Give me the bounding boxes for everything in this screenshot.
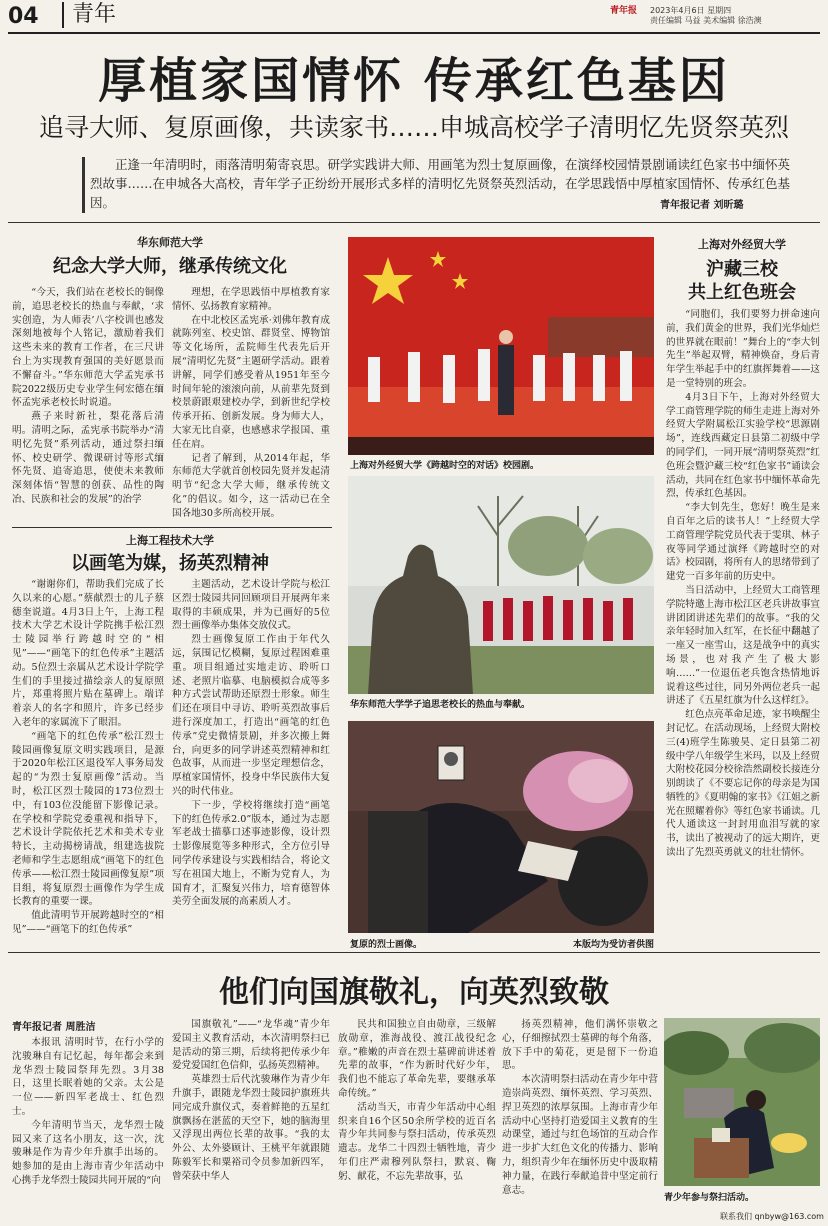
section-name: 青年 <box>62 2 116 28</box>
paragraph: “画笔下的红色传承”松江烈士陵园画像复原文明实践项目，是源于2020年松江区退役军人事务局发起的“为烈士复原画像”活动。当时，松江区烈士陵园的173位烈士中，有103位没能留下影像记录。在学校和学院党委重视和指导下，艺术设计学院依托艺术和美术专业特长，主动揭榜请战，组建选拔院老师和学生志愿组成“画笔下的红色传承——松江烈士陵园画像复原”项目组，将复原烈士画像作为学生成长教育的重要一课。 <box>12 730 164 908</box>
paragraph: 主题活动，艺术设计学院与松江区烈士陵园共同回顾项目开展两年来取得的丰硕成果，并为已画好的5位烈士画像举办集体交放仪式。 <box>172 579 330 632</box>
paragraph: 在中北校区孟宪承·刘佛年教育成就陈列室、校史馆、群贤堂、博物馆等文化场所，孟院师生代表先后开展“清明忆先贤”主题研学活动。跟着讲解，同学们感受着从1951年至今时间年轮的滚滚向前，从前辈先贤到校景蔚跟艰建校办学，到新世纪学校传承开拓、创新发展。身为师大人，大家无比自豪，也感感求学报国、重任在肩。 <box>172 314 330 450</box>
story1-col1 <box>12 286 164 522</box>
paragraph: 燕子来时新社，梨花落后清明。清明之际，孟宪承书院举办“清明忆先贤”系列活动，通过祭扫缅怀、校史研学、微课研讨等形式缅怀先贤、追寄追思，使使未来教师深刻体悟“智慧的创获、品性的陶冶、民族和社会的发展”的治学 <box>12 411 164 505</box>
story3-col <box>666 308 820 948</box>
newspaper-logo: 青年报 <box>610 6 638 16</box>
story2-school: 上海工程技术大学 <box>126 534 214 547</box>
issue-date: 2023年4月6日 星期四 <box>650 6 732 15</box>
paragraph: 国旗敬礼”——“龙华魂”青少年爱国主义教育活动，本次清明祭扫已是活动的第三期，后续将把传承少年爱党爱国红色信仰，弘扬英烈精神。 <box>172 1019 330 1072</box>
story2-col1 <box>12 578 164 938</box>
paragraph: 记者了解到，从2014年起，华东师范大学就首创校园先贤并发起清明节“纪念大学大师，继承传统文化”的倡议。如今，这一活动已在全国各地30多所高校开展。 <box>172 452 330 519</box>
paragraph: 本次清明祭扫活动在青少年中营造崇尚英烈、缅怀英烈、学习英烈、捍卫英烈的浓厚氛围。上海市青少年活动中心坚持打造爱国主义教育的生动课堂，通过与红色场馆的互动合作进一步扩大红色文化的传播力、影响力，组织青少年在缅怀历史中汲取精神力量，在践行奉献追昔中坚定前行意志。 <box>502 1074 658 1196</box>
lead-paragraph: 正逢一年清明时，雨落清明菊寄哀思。研学实践讲大师、用画笔为烈士复原画像，在演绎校园情景剧诵读红色家书中缅怀英烈故事……在申城各大高校，青年学子正纷纷开展形式多样的清明忆先贤祭英烈活动，在学思践悟中厚植家国情怀、传承红色基因。 <box>90 157 791 210</box>
story-rule <box>12 527 332 528</box>
story3-title-line2: 共上红色班会 <box>688 282 796 303</box>
paragraph: 值此清明节开展跨越时空的“相见”——“画笔下的红色传承” <box>12 910 164 935</box>
footer-contact: 联系我们 qnbyw@163.com <box>720 1212 824 1221</box>
story2-title: 以画笔为媒，扬英烈精神 <box>71 553 269 574</box>
main-headline: 厚植家国情怀 传承红色基因 <box>98 53 730 109</box>
story4-headline: 他们向国旗敬礼，向英烈致敬 <box>219 975 609 1010</box>
paragraph: “李大钊先生，您好！晚生是来自百年之后的读书人！”上经贸大学工商管理学院党员代表于雯琪、林子夜等同学通过演绎《跨越时空的对话》校园剧，将所有人的思绪带到了建党一百多年前的历史中。 <box>666 502 820 583</box>
paragraph: 本报讯 清明时节，在行小学的沈骏琳自有记忆起，每年都会来到龙华烈士陵园祭拜先烈。3月38日，这里长眠着她的父亲。太公是一位——新四军老战士、红色烈士。 <box>12 1037 164 1117</box>
lead-bar <box>82 157 85 213</box>
paragraph: 扬英烈精神，他们满怀崇敬之心，仔细擦拭烈士墓碑的每个角落，放下手中的菊花，更是留下一份追思。 <box>502 1019 658 1072</box>
editors: 责任编辑 马益 美术编辑 徐浩澳 <box>650 16 762 25</box>
paragraph: 活动当天，市青少年活动中心组织来自16个区50余所学校的近百名青少年共同参与祭扫活动，传承英烈遗志。龙华二十四烈士牺牲地，青少年们庄严肃穆列队祭扫，默哀、鞠躬、献花，不忘先辈故事，弘 <box>338 1101 496 1182</box>
section-rule <box>8 952 820 953</box>
paragraph: 红色点亮革命足迹，家书唤醒尘封记忆。在活动现场，上经贸大附校三(4)班学生陈骏昊、定日县第二初级中学八年级学生米玛，以及上经贸大附校花园分校徐浩然副校长接连分别朗读了《不要忘记你的母亲是为国牺牲的》《夏明翰的家书》《江姐之新光在照耀着你》等红色家书诵读。几代人通读这一封封用血泪写就的家书，读出了被视动了的远大期许，更读出了先烈英勇就义的壮壮情怀。 <box>666 709 820 859</box>
paragraph: “同胞们，我们要努力拼命速向前，我们黄金的世界，我们光华灿烂的世界就在眼前！”舞台上的“李大钊先生”举起双臂，精神焕奋，身后青年学生举起手中的红旗挥舞着——这是一堂特别的班会。 <box>666 309 820 389</box>
paragraph: 民共和国独立自由勋章，三级解放勋章，淮海战役、渡江战役纪念章。”稚嫩的声音在烈士墓碑前讲述着先辈的故事，“作为新时代好少年，我们也不能忘了革命先辈，要继承革命传统。” <box>338 1019 496 1099</box>
caption-2: 华东师范大学学子追思老校长的热血与奉献。 <box>350 700 531 710</box>
sub-headline: 追寻大师、复原画像，共读家书……申城高校学子清明忆先贤祭英烈 <box>38 113 789 142</box>
photo-credit: 本版均为受访者供图 <box>572 940 654 950</box>
page-number: 04 <box>8 4 39 29</box>
caption-4: 青少年参与祭扫活动。 <box>664 1193 755 1203</box>
paragraph: 理想，在学思践悟中厚植教育家情怀、弘扬教育家精神。 <box>172 287 330 312</box>
story4-col4 <box>502 1018 658 1208</box>
story1-school: 华东师范大学 <box>137 236 203 249</box>
caption-3: 复原的烈士画像。 <box>350 940 423 950</box>
issue-info <box>650 6 762 26</box>
photo-stage-play <box>348 237 654 455</box>
story4-col1 <box>12 1036 164 1208</box>
paragraph: 烈士画像复原工作由于年代久远，氛围记忆模糊，复原过程困难重重。项目组通过实地走访、聆听口述、老照片临摹、电脑模拟合成等多种方式尝试帮助还原烈士形象。师生们还在项目中寻访、聆听英烈故事后进行深度加工，打造出“画笔的红色传承”党史微情景剧，并多次搬上舞台，向更多的同学讲述英烈精神和红色故事，从而进一步坚定理想信念，厚植家国情怀，投身中华民族伟大复兴的时代伟业。 <box>172 634 330 797</box>
paragraph: “谢谢你们，帮助我们完成了长久以来的心愿。”蔡献烈士的儿子蔡德奎说道。4月3日上午，上海工程技术大学艺术设计学院携手松江烈士陵园举行跨越时空的“相见”——“画笔下的红色传承”主题活动。5位烈士亲属从艺术设计学院学生们的手里接过描绘亲人的复原照片，郑重将照片贴在墓碑上。端详着亲人的名字和照片，许多已经步入老年的家属流下了眼泪。 <box>12 579 164 728</box>
paragraph: “今天，我们站在老校长的铜像前，追思老校长的热血与奉献，‘求实创造，为人师表’八字校训也感发深刻地被每个人铭记，激励着我们这些未来的教育工作者，在三尺讲台上为实现教育强国的美好愿景而不懈奋斗。”华东师范大学孟宪承书院2022级历史专业学生何宏德在缅怀孟宪承老校长时说道。 <box>12 287 164 409</box>
header-rule <box>8 32 820 34</box>
story4-byline: 青年报记者 周胜洁 <box>12 1022 96 1033</box>
story1-col2 <box>172 286 330 522</box>
lead-byline: 青年报记者 刘昕璐 <box>660 200 744 211</box>
story3-title-line1: 沪藏三校 <box>706 259 778 280</box>
story2-col2 <box>172 578 330 938</box>
paragraph: 4月3日下午，上海对外经贸大学工商管理学院的师生走进上海对外经贸大学附属松江实验学校“思源剧场”，连线西藏定日县第二初级中学的同学们，一同开展“清明祭英烈”红色班会暨沪藏三校“红色家书”诵读会活动，共同在红色家书中缅怀革命先烈，传承红色基因。 <box>666 391 820 500</box>
caption-1: 上海对外经贸大学《跨越时空的对话》校园剧。 <box>350 461 540 471</box>
story1-title: 纪念大学大师，继承传统文化 <box>53 256 287 277</box>
photo-portrait <box>348 721 654 933</box>
story4-col3 <box>338 1018 496 1208</box>
photo-statue <box>348 476 654 694</box>
story4-col2 <box>172 1018 330 1208</box>
paragraph: 当日活动中，上经贸大工商管理学院特邀上海市松江区老兵讲故事宣讲团团讲述先辈们的故事。“我的父亲年轻时加入红军，在长征中翻越了一座又一座雪山，这是战争中的真实场景，也对我产生了极大影响……”一位退伍老兵饱含热情地诉说着这些过往，同另外两位老兵一起讲述了《五星红旗为什么这样红》。 <box>666 584 820 707</box>
lead-rule <box>8 222 820 223</box>
paragraph: 下一步，学校将继续打造“画笔下的红色传承2.0”版本，通过为志愿军老战士描摹口述事迹影像，设计烈士影像展览等多种形式，全方位引导同学传承建设与实践相结合，将论文写在祖国大地上，不断为党育人，为国育才，汇聚复兴伟力，培育德智体美劳全面发展的高素质人才。 <box>172 799 330 908</box>
paragraph: 英雄烈士后代沈骏琳作为青少年升旗手，跟随龙华烈士陵园护旗班共同完成升旗仪式，奏着鲜艳的五星红旗飘扬在湛蓝的天空下，她的脑海里又浮现出两位长辈的故事。“我的太外公、太外婆顾计、王桃平年就跟随陈毅军长和粟裕司令员参加新四军，曾荣获中华人 <box>172 1074 330 1182</box>
photo-tomb-sweeping <box>664 1018 820 1186</box>
story3-school: 上海对外经贸大学 <box>698 238 786 251</box>
paragraph: 今年清明节当天，龙华烈士陵园又来了这名小朋友，这一次，沈骏琳是作为青少年升旗手出场的。她参加的是由上海市青少年活动中心携手龙华烈士陵园共同开展的“向 <box>12 1119 164 1186</box>
